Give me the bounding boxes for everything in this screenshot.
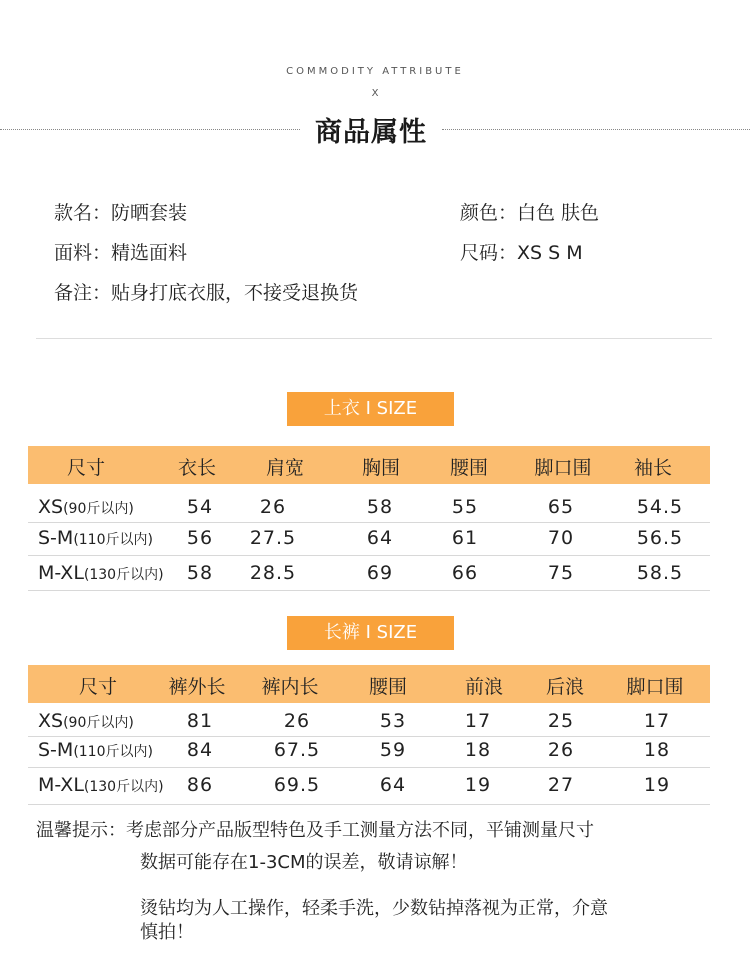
column-header: 脚口围 (534, 457, 592, 479)
table-cell: 19 (643, 774, 671, 796)
size-weight-note: (130斤以内) (83, 567, 164, 583)
column-header: 袖长 (633, 457, 673, 479)
table-cell: 26 (283, 710, 311, 732)
table-cell: 58 (186, 562, 214, 584)
eyebrow-x-mark: X (371, 88, 379, 99)
column-header: 尺寸 (66, 457, 106, 479)
column-header: 肩宽 (265, 457, 305, 479)
column-header: 裤内长 (261, 676, 319, 698)
column-header: 衣长 (177, 457, 217, 479)
column-header: 胸围 (361, 457, 401, 479)
table-cell: 26 (547, 739, 575, 761)
row-divider (28, 804, 710, 805)
table-cell: 86 (186, 774, 214, 796)
size-label (38, 739, 153, 761)
size-weight-note: (90斤以内) (63, 715, 134, 731)
column-header: 脚口围 (626, 676, 684, 698)
row-divider (28, 767, 710, 768)
table-cell: 27.5 (249, 527, 297, 549)
size-label (38, 774, 164, 796)
size-weight-note: (110斤以内) (73, 532, 153, 548)
table-cell: 70 (547, 527, 575, 549)
section-title: 商品属性 (315, 117, 427, 148)
table-cell: 69 (366, 562, 394, 584)
note-line-4: 慎拍！ (140, 922, 194, 943)
table-cell: 19 (464, 774, 492, 796)
table-cell: 25 (547, 710, 575, 732)
table-cell: 69.5 (273, 774, 321, 796)
row-divider (28, 522, 710, 523)
size-name: S-M (38, 527, 74, 549)
table-cell: 55 (451, 496, 479, 518)
table-cell: 84 (186, 739, 214, 761)
row-divider (28, 736, 710, 737)
table-cell: 58.5 (636, 562, 684, 584)
size-label (38, 562, 164, 584)
divider-right (442, 129, 750, 130)
table-cell: 75 (547, 562, 575, 584)
table-cell: 54 (186, 496, 214, 518)
note-line-3: 烫钻均为人工操作，轻柔手洗，少数钻掉落视为正常，介意 (140, 898, 608, 919)
table-cell: 56 (186, 527, 214, 549)
table-cell: 56.5 (636, 527, 684, 549)
table-cell: 64 (366, 527, 394, 549)
table-cell: 27 (547, 774, 575, 796)
table-cell: 66 (451, 562, 479, 584)
size-weight-note: (110斤以内) (73, 744, 153, 760)
column-header: 裤外长 (168, 676, 226, 698)
size-weight-note: (130斤以内) (83, 779, 164, 795)
size-label (38, 527, 153, 549)
column-header: 腰围 (368, 676, 408, 698)
table-cell: 17 (643, 710, 671, 732)
row-divider (28, 590, 710, 591)
table-cell: 67.5 (273, 739, 321, 761)
column-header: 后浪 (545, 676, 585, 698)
row-divider (28, 555, 710, 556)
table-cell: 58 (366, 496, 394, 518)
attr-color: 颜色：白色 肤色 (460, 202, 600, 224)
table-cell: 65 (547, 496, 575, 518)
pants-size-tag: 长裤 I SIZE (287, 616, 454, 650)
table-cell: 61 (451, 527, 479, 549)
table-cell: 54.5 (636, 496, 684, 518)
attr-size: 尺码：XS S M (460, 242, 583, 264)
column-header: 前浪 (464, 676, 504, 698)
table-cell: 64 (379, 774, 407, 796)
table-cell: 18 (464, 739, 492, 761)
size-label (38, 710, 134, 732)
note-line-2: 数据可能存在1-3CM的误差，敬请谅解！ (140, 852, 468, 873)
eyebrow-text: COMMODITY ATTRIBUTE (286, 66, 464, 77)
table-cell: 17 (464, 710, 492, 732)
size-name: M-XL (38, 774, 84, 796)
top-size-tag: 上衣 I SIZE (287, 392, 454, 426)
attr-name: 款名：防晒套装 (54, 202, 188, 224)
table-cell: 28.5 (249, 562, 297, 584)
size-name: S-M (38, 739, 74, 761)
attr-fabric: 面料：精选面料 (54, 242, 188, 264)
size-label (38, 496, 134, 518)
table-cell: 81 (186, 710, 214, 732)
size-name: XS (38, 710, 64, 732)
attr-remark: 备注：贴身打底衣服，不接受退换货 (54, 282, 359, 304)
column-header: 尺寸 (78, 676, 118, 698)
divider-left (0, 129, 300, 130)
size-weight-note: (90斤以内) (63, 501, 134, 517)
table-cell: 26 (259, 496, 287, 518)
column-header: 腰围 (449, 457, 489, 479)
table-cell: 53 (379, 710, 407, 732)
size-name: XS (38, 496, 64, 518)
table-cell: 18 (643, 739, 671, 761)
note-line-1: 温馨提示：考虑部分产品版型特色及手工测量方法不同，平铺测量尺寸 (36, 820, 594, 841)
section-divider (36, 338, 712, 339)
table-cell: 59 (379, 739, 407, 761)
size-name: M-XL (38, 562, 84, 584)
